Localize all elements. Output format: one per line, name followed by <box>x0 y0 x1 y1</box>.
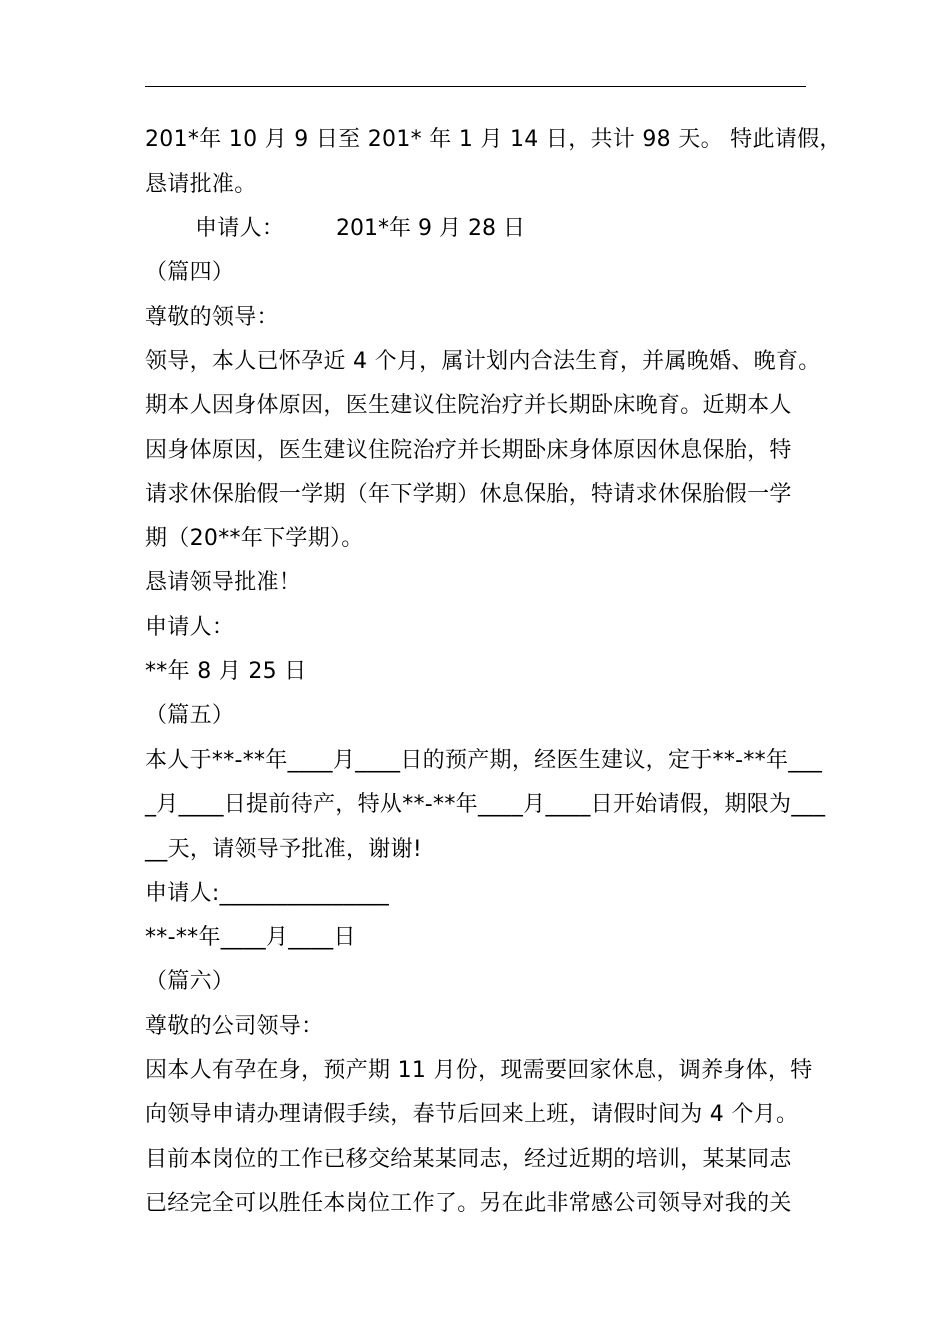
section-heading: （篇四） <box>145 260 235 285</box>
signature-date: **年 8 月 25 日 <box>145 659 307 684</box>
signature-date: **-**年____月____日 <box>145 925 356 950</box>
header-rule <box>145 86 806 87</box>
text-line: _月____日提前待产，特从**-**年____月____日开始请假，期限为___ <box>145 792 826 817</box>
salutation: 尊敬的公司领导： <box>145 1014 324 1039</box>
salutation: 尊敬的领导： <box>145 305 279 330</box>
text-line: 已经完全可以胜任本岗位工作了。另在此非常感公司领导对我的关 <box>145 1191 792 1216</box>
applicant-label: 申请人： <box>195 216 285 241</box>
text-line: 向领导申请办理请假手续，春节后回来上班，请假时间为 4 个月。 <box>145 1102 799 1127</box>
text-line: __天，请领导予批准，谢谢! <box>145 837 423 862</box>
text-line: 目前本岗位的工作已移交给某某同志，经过近期的培训，某某同志 <box>145 1147 792 1172</box>
text-line: 201*年 10 月 9 日至 201* 年 1 月 14 日，共计 98 天。 特此请假， <box>145 127 842 152</box>
text-line: 本人于**-**年____月____日的预产期，经医生建议，定于**-**年___ <box>145 748 823 773</box>
text-line: 领导，本人已怀孕近 4 个月，属计划内合法生育，并属晚婚、晚育。 <box>145 349 821 374</box>
text-line: 请求休保胎假一学期（年下学期）休息保胎，特请求休保胎假一学 <box>145 482 792 507</box>
section-heading: （篇五） <box>145 703 235 728</box>
applicant-label: 申请人： <box>145 615 235 640</box>
text-line: 恳请领导批准！ <box>145 570 302 595</box>
signature-date: 201*年 9 月 28 日 <box>336 216 525 241</box>
section-heading: （篇六） <box>145 969 235 994</box>
applicant-label: 申请人:_______________ <box>145 881 390 906</box>
text-line: 因本人有孕在身，预产期 11 月份，现需要回家休息，调养身体，特 <box>145 1058 813 1083</box>
text-line: 期（20**年下学期）。 <box>145 526 364 551</box>
text-line: 恳请批准。 <box>145 172 257 197</box>
text-line: 期本人因身体原因，医生建议住院治疗并长期卧床晚育。近期本人 <box>145 393 792 418</box>
text-line: 因身体原因，医生建议住院治疗并长期卧床身体原因休息保胎，特 <box>145 438 792 463</box>
